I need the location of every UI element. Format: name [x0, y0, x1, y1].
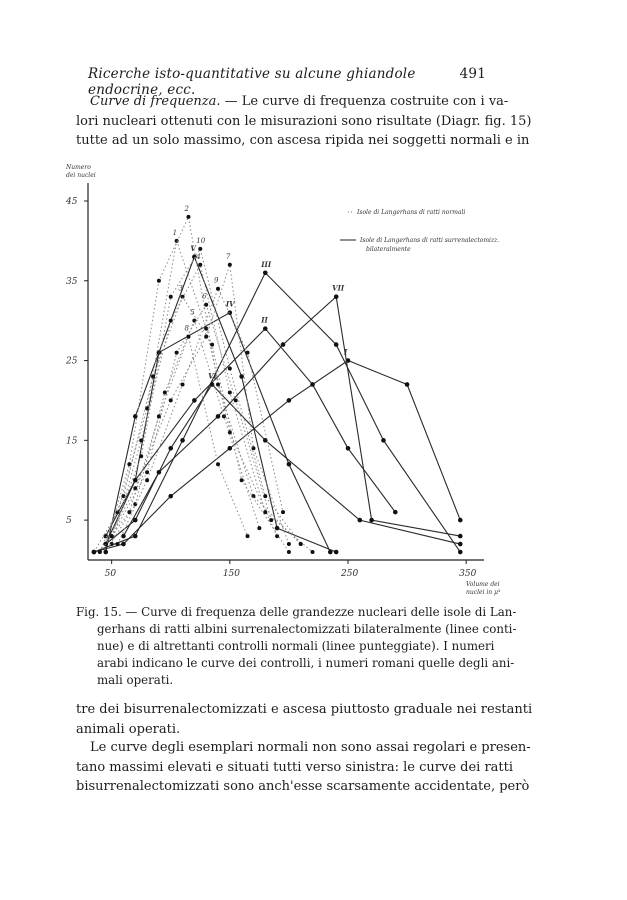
data-point: [334, 550, 339, 555]
data-point: [263, 270, 268, 275]
data-point: [393, 510, 398, 515]
data-point: [228, 263, 232, 267]
data-point: [287, 398, 292, 403]
data-point: [299, 542, 303, 546]
data-point: [157, 470, 162, 475]
data-point: [458, 542, 463, 547]
data-point: [405, 382, 410, 387]
data-point: [186, 215, 190, 219]
data-point: [157, 414, 161, 418]
intro-line-3: tutte ad un solo massimo, con ascesa ripida nei soggetti normali e in: [76, 133, 530, 148]
data-point: [216, 382, 220, 386]
body-paragraph-1: [76, 700, 533, 739]
chart-legend: [340, 209, 499, 253]
data-point: [204, 303, 208, 307]
series-label: 9: [214, 276, 219, 285]
data-point: [116, 542, 120, 546]
data-point: [198, 263, 202, 267]
data-point: [263, 510, 267, 514]
data-point: [346, 446, 351, 451]
data-point: [216, 287, 220, 291]
data-point: [246, 351, 250, 355]
body-1-line-2: animali operati.: [76, 721, 181, 737]
x-tick-label: 250: [341, 569, 359, 579]
data-point: [133, 502, 137, 506]
series-line-6: [112, 305, 272, 536]
body-paragraph-2: [76, 738, 531, 797]
series-line-III: [94, 273, 460, 552]
data-point: [458, 518, 463, 523]
series-label: 5: [190, 308, 195, 317]
y-tick-label: 45: [66, 196, 78, 207]
data-point: [222, 414, 226, 418]
x-axis-label: Volume dei: [466, 581, 500, 588]
series-line-V: [106, 257, 336, 552]
data-point: [127, 510, 131, 514]
data-point: [180, 438, 185, 443]
section-lead: Curve di frequenza.: [90, 94, 221, 109]
caption-line-5: mali operati.: [97, 673, 174, 687]
data-point: [275, 526, 280, 531]
data-point: [98, 550, 102, 554]
running-title: Ricerche isto-quantitative su alcune ghiandole endocrine, ecc.: [88, 66, 416, 98]
data-point: [281, 342, 286, 347]
series-label: II: [261, 315, 268, 325]
data-point: [169, 295, 173, 299]
data-point: [168, 494, 173, 499]
series-label: I: [344, 347, 348, 357]
data-point: [310, 382, 315, 387]
data-point: [287, 550, 291, 554]
series-label: 8: [184, 324, 189, 333]
legend-dotted-label: Isole di Langerhans di ratti normali: [357, 209, 466, 216]
data-point: [263, 326, 268, 331]
data-point: [381, 438, 386, 443]
caption-line-1: — Curve di frequenza delle grandezze nucleari delle isole di Lan-: [125, 605, 517, 619]
data-point: [257, 526, 261, 530]
data-point: [269, 518, 273, 522]
data-point: [121, 534, 126, 539]
series-label: IV: [225, 299, 235, 309]
data-point: [239, 374, 244, 379]
data-point: [92, 550, 96, 554]
caption-line-2: gerhans di ratti albini surrenalectomizzati bilateralmente (linee conti-: [97, 622, 517, 636]
data-point: [228, 367, 232, 371]
data-point: [139, 438, 143, 442]
body-1-line-1: tre dei bisurrenalectomizzati e ascesa piuttosto graduale nei restanti: [76, 702, 533, 717]
series-label: 3: [178, 284, 184, 293]
series-label: 1: [172, 228, 178, 237]
data-point: [287, 542, 291, 546]
data-point: [458, 534, 463, 539]
data-point: [186, 335, 190, 339]
data-point: [287, 462, 292, 467]
y-tick-label: 15: [66, 436, 78, 447]
data-point: [228, 446, 233, 451]
data-point: [157, 279, 161, 283]
y-tick-label: 25: [66, 356, 78, 367]
data-point: [228, 310, 233, 315]
x-tick-label: 350: [459, 569, 477, 579]
series-line-VII: [123, 297, 460, 536]
legend-solid-label: Isole di Langerhans di ratti surrenalectomizz.: [360, 237, 500, 244]
intro-line-1: — Le curve di frequenza costruite con i va-: [224, 94, 509, 109]
data-point: [334, 294, 339, 299]
data-point: [133, 534, 138, 539]
data-point: [234, 398, 238, 402]
data-point: [192, 398, 197, 403]
data-point: [281, 510, 285, 514]
data-point: [369, 518, 374, 523]
y-axis-label: dei nuclei: [66, 172, 96, 179]
data-point: [139, 454, 143, 458]
data-point: [145, 478, 149, 482]
x-axis-label: nuclei in μ³: [466, 589, 501, 596]
data-point: [240, 478, 244, 482]
series-label: 6: [202, 292, 207, 301]
intro-line-2: lori nucleari ottenuti con le misurazioni sono risultate (Diagr. fig. 15): [76, 113, 532, 129]
data-point: [246, 534, 250, 538]
caption-label: Fig. 15.: [76, 605, 122, 619]
y-axis-label: Numero: [66, 164, 91, 171]
page-number: 491: [459, 66, 486, 82]
legend-solid-label: bilateralmente: [366, 246, 411, 253]
caption-line-4: arabi indicano le curve dei controlli, i numeri romani quelle degli ani-: [97, 656, 515, 670]
series-label: VI: [208, 371, 217, 381]
series-label: III: [261, 259, 272, 269]
data-point: [181, 382, 185, 386]
series-line-5: [106, 321, 260, 552]
data-point: [263, 494, 267, 498]
x-tick-label: 50: [104, 569, 117, 579]
data-point: [334, 342, 339, 347]
data-point: [311, 550, 315, 554]
series-label: 10: [196, 236, 206, 245]
series-line-2: [106, 217, 301, 544]
series-line-IV: [106, 313, 331, 552]
body-2-line-3: bisurrenalectomizzati sono anch'esse scarsamente accidentate, però: [76, 779, 530, 794]
data-point: [163, 390, 167, 394]
data-point: [175, 239, 179, 243]
data-point: [204, 335, 208, 339]
data-point: [169, 398, 173, 402]
body-2-line-2: tano massimi elevati e situati tutti verso sinistra: le curve dei ratti: [76, 759, 514, 775]
x-tick-label: 150: [222, 569, 241, 579]
data-point: [168, 446, 173, 451]
data-point: [198, 247, 202, 251]
data-point: [204, 327, 208, 331]
data-point: [110, 534, 114, 538]
data-point: [145, 470, 149, 474]
y-tick-label: 5: [66, 516, 72, 527]
data-point: [133, 478, 138, 483]
data-point: [104, 542, 108, 546]
data-point: [228, 390, 232, 394]
data-point: [210, 343, 214, 347]
figure-caption: [76, 604, 517, 689]
data-point: [458, 550, 463, 555]
data-point: [121, 542, 126, 547]
series-line-I: [94, 361, 460, 552]
y-tick-label: 35: [66, 276, 78, 287]
series-label: 4: [196, 252, 201, 261]
chart-series: [92, 204, 466, 554]
data-point: [216, 462, 220, 466]
body-2-line-1: Le curve degli esemplari normali non sono assai regolari e presen-: [90, 740, 531, 755]
series-label: 7: [225, 252, 231, 261]
data-point: [104, 550, 108, 554]
data-point: [175, 351, 179, 355]
series-label: V: [190, 243, 196, 253]
caption-line-3: nue) e di altrettanti controlli normali (linee punteggiate). I numeri: [97, 639, 495, 653]
series-label: VII: [332, 283, 345, 293]
data-point: [358, 518, 363, 523]
series-label: 2: [184, 204, 189, 213]
data-point: [216, 414, 221, 419]
data-point: [169, 319, 173, 323]
series-line-7: [106, 265, 289, 544]
series-line-II: [106, 329, 396, 536]
data-point: [151, 375, 155, 379]
